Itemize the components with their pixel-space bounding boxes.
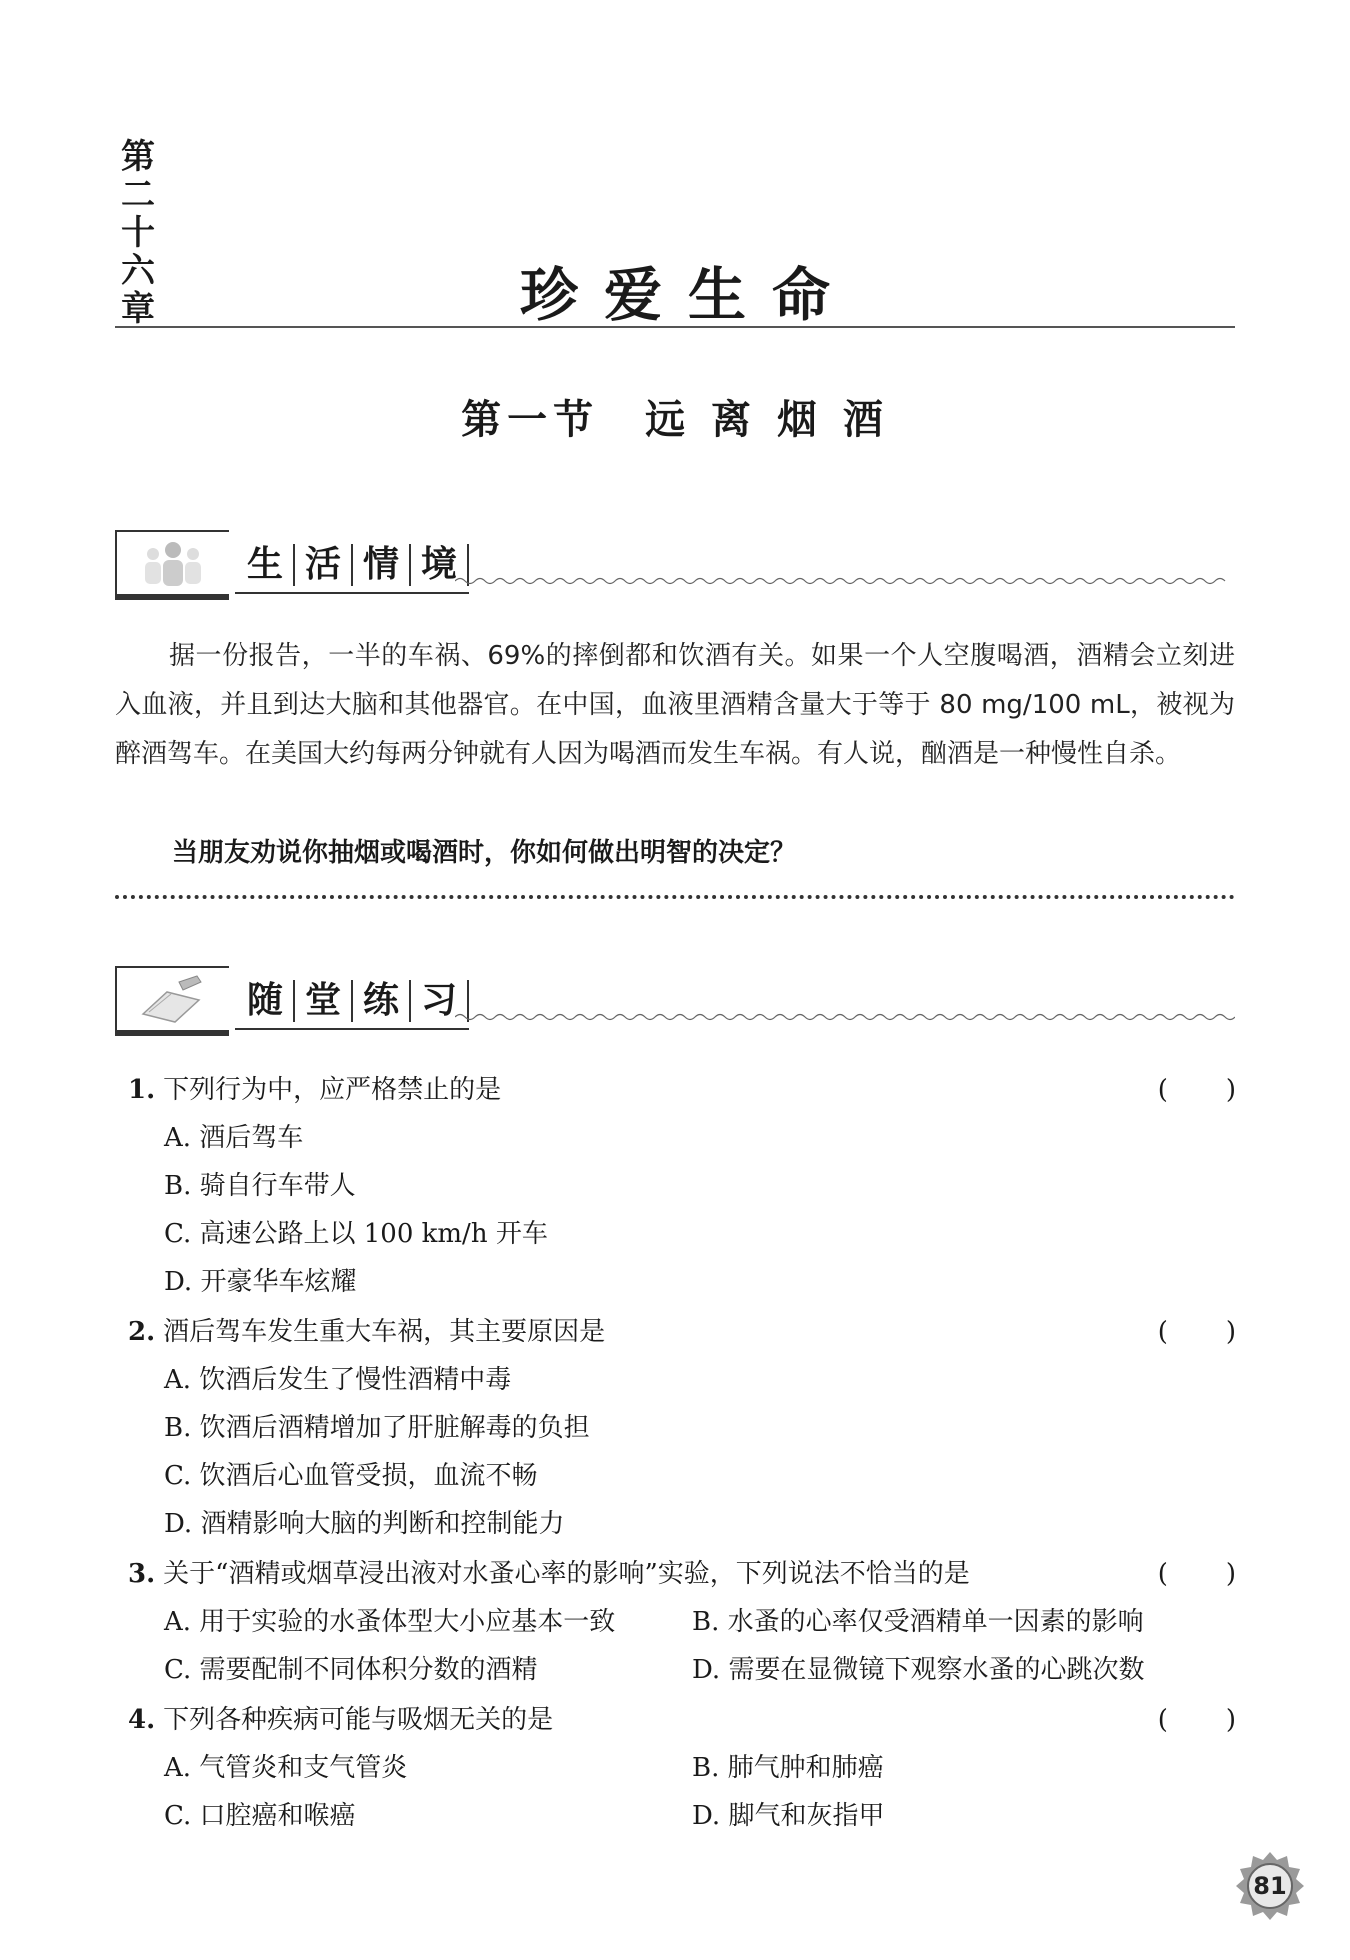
option: C. 需要配制不同体积分数的酒精 — [164, 1655, 538, 1685]
question-stem — [128, 1550, 1238, 1598]
question-text: 下列各种疾病可能与吸烟无关的是 — [163, 1705, 554, 1735]
heading-char: 习 — [411, 980, 469, 1022]
page-number-badge — [1234, 1850, 1306, 1922]
chapter-divider — [115, 326, 1235, 328]
question-text: 下列行为中，应严格禁止的是 — [163, 1075, 502, 1105]
option: B. 骑自行车带人 — [164, 1171, 356, 1201]
option: D. 酒精影响大脑的判断和控制能力 — [164, 1509, 565, 1539]
question-number: 1. — [128, 1075, 156, 1105]
answer-blank[interactable]: ( ) — [1157, 1317, 1238, 1347]
option: A. 气管炎和支气管炎 — [164, 1753, 408, 1783]
question-1 — [128, 1066, 1238, 1306]
option: C. 口腔癌和喉癌 — [164, 1801, 356, 1831]
chapter-label-char: 第 — [121, 137, 155, 177]
practice-header — [115, 966, 1235, 1036]
question-3 — [128, 1550, 1238, 1694]
heading-char: 生 — [235, 544, 295, 586]
question-text: 酒后驾车发生重大车祸，其主要原因是 — [163, 1317, 606, 1347]
question-stem — [128, 1696, 1238, 1744]
pencil-notebook-icon — [115, 966, 229, 1036]
chapter-label-char: 六 — [121, 251, 155, 291]
option: A. 酒后驾车 — [164, 1123, 304, 1153]
people-icon — [115, 530, 229, 600]
option: D. 需要在显微镜下观察水蚤的心跳次数 — [692, 1655, 1145, 1685]
question-2 — [128, 1308, 1238, 1548]
option-row — [128, 1646, 1238, 1694]
heading-char: 练 — [353, 980, 411, 1022]
question-number: 2. — [128, 1317, 156, 1347]
question-stem — [128, 1308, 1238, 1356]
option: B. 水蚤的心率仅受酒精单一因素的影响 — [692, 1607, 1144, 1637]
heading-char: 随 — [235, 980, 295, 1022]
heading-char: 境 — [411, 544, 469, 586]
life-context-header — [115, 530, 1235, 600]
option-row — [128, 1744, 1238, 1792]
option: C. 饮酒后心血管受损，血流不畅 — [164, 1461, 538, 1491]
question-text: 关于“酒精或烟草浸出液对水蚤心率的影响”实验，下列说法不恰当的是 — [163, 1559, 970, 1589]
chapter-label-char: 章 — [121, 289, 155, 329]
life-context-paragraph: 据一份报告，一半的车祸、69%的摔倒都和饮酒有关。如果一个人空腹喝酒，酒精会立刻进入血液，并且到达大脑和其他器官。在中国，血液里酒精含量大于等于 80 mg/100 mL，被视为醉酒驾车。在美国大约每两分钟就有人因为喝酒而发生车祸。有人说，酗酒是一种慢性自杀。 — [115, 641, 1235, 769]
life-context-question: 当朋友劝说你抽烟或喝酒时，你如何做出明智的决定？ — [172, 838, 797, 868]
option: C. 高速公路上以 100 km/h 开车 — [164, 1219, 548, 1249]
option: A. 饮酒后发生了慢性酒精中毒 — [164, 1365, 512, 1395]
answer-blank[interactable]: ( ) — [1157, 1705, 1238, 1735]
life-context-heading — [235, 538, 469, 594]
question-4 — [128, 1696, 1238, 1840]
option-row — [128, 1792, 1238, 1840]
question-stem — [128, 1066, 1238, 1114]
question-number: 4. — [128, 1705, 156, 1735]
chapter-label-char: 十 — [121, 213, 155, 253]
question-number: 3. — [128, 1559, 156, 1589]
page-number: 81 — [1253, 1872, 1287, 1900]
answer-blank[interactable]: ( ) — [1157, 1559, 1238, 1589]
section-title: 第一节 远 离 烟 酒 — [461, 396, 889, 443]
heading-char: 活 — [295, 544, 353, 586]
option: B. 饮酒后酒精增加了肝脏解毒的负担 — [164, 1413, 590, 1443]
chapter-label — [118, 138, 158, 328]
wavy-divider — [455, 1012, 1235, 1022]
heading-char: 情 — [353, 544, 411, 586]
chapter-title: 珍爱生命 — [520, 261, 857, 329]
option: A. 用于实验的水蚤体型大小应基本一致 — [164, 1607, 616, 1637]
option: D. 开豪华车炫耀 — [164, 1267, 357, 1297]
option: B. 肺气肿和肺癌 — [692, 1753, 884, 1783]
chapter-label-char: 二 — [121, 175, 155, 215]
dotted-divider — [115, 895, 1235, 899]
option: D. 脚气和灰指甲 — [692, 1801, 885, 1831]
wavy-divider — [455, 576, 1235, 586]
answer-blank[interactable]: ( ) — [1157, 1075, 1238, 1105]
practice-heading — [235, 974, 469, 1030]
heading-char: 堂 — [295, 980, 353, 1022]
option-row — [128, 1598, 1238, 1646]
